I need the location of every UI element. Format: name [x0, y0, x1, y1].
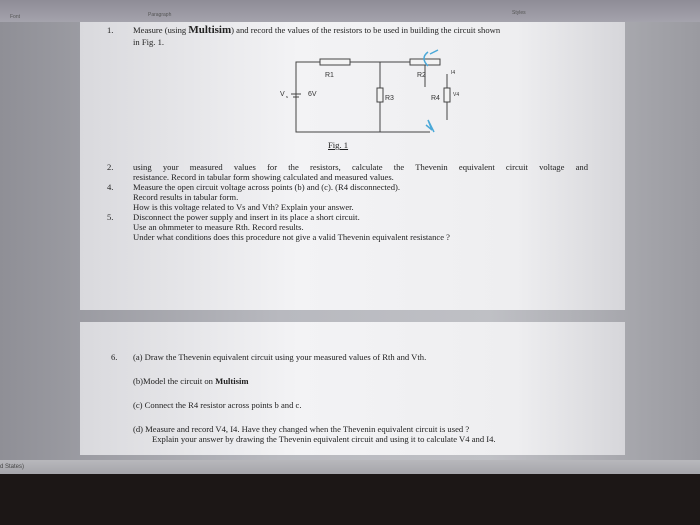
- status-bar: [0, 460, 700, 474]
- q6b-text-a: (b)Model the circuit on: [133, 376, 216, 386]
- q5-text-c: Under what conditions does this procedure not give a valid Thevenin equivalent resistance ?: [133, 232, 450, 242]
- font-group-label: Font: [10, 14, 21, 20]
- ribbon: [0, 0, 700, 22]
- paragraph-group-label: Paragraph: [148, 12, 172, 18]
- q5-number: 5.: [107, 212, 114, 222]
- q1-text-a: Measure (using: [133, 25, 189, 35]
- handwritten-b-mark: [426, 120, 434, 132]
- q6d-text-a: (d) Measure and record V4, I4. Have they changed when the Thevenin equivalent circuit is used ?: [133, 424, 470, 434]
- language-indicator[interactable]: d States): [0, 464, 25, 470]
- r1-label: R1: [325, 72, 334, 79]
- q4-text-a: Measure the open circuit voltage across points (b) and (c). (R4 disconnected).: [133, 182, 401, 192]
- q4-text-c: How is this voltage related to Vs and Vth? Explain your answer.: [133, 202, 354, 212]
- q5-text-a: Disconnect the power supply and insert in its place a short circuit.: [133, 212, 360, 222]
- q1-text-b: ) and record the values of the resistors to be used in building the circuit shown: [231, 25, 501, 35]
- i4-label: I4: [451, 70, 456, 76]
- q6-number: 6.: [111, 352, 118, 362]
- q4-text-b: Record results in tabular form.: [133, 192, 239, 202]
- page-1: [80, 22, 625, 310]
- q1-number: 1.: [107, 25, 114, 35]
- vs-subscript: s: [286, 94, 288, 99]
- q6a-text: (a) Draw the Thevenin equivalent circuit using your measured values of Rth and Vth.: [133, 352, 427, 362]
- multisim-bold: Multisim: [188, 24, 232, 36]
- styles-group-label: Styles: [512, 10, 526, 16]
- v4-label: V4: [453, 92, 460, 98]
- q2-text-b: resistance. Record in tabular form showing calculated and measured values.: [133, 172, 394, 182]
- q6b-text: [133, 376, 249, 386]
- q6d-text-b: Explain your answer by drawing the Thevenin equivalent circuit and using it to calculate V4 and I4.: [152, 434, 496, 444]
- q2-text-a: using your measured values for the resistors, calculate the Thevenin equivalent circuit voltage and: [133, 162, 588, 172]
- figure-caption: Fig. 1: [328, 140, 349, 150]
- q6b-multisim: Multisim: [215, 376, 249, 386]
- q2-number: 2.: [107, 162, 114, 172]
- q6c-text: (c) Connect the R4 resistor across points b and c.: [133, 400, 302, 410]
- r4-label: R4: [431, 95, 440, 102]
- q1-text-c: in Fig. 1.: [133, 37, 165, 47]
- q4-number: 4.: [107, 182, 114, 192]
- vs-label: V: [280, 91, 285, 98]
- q5-text-b: Use an ohmmeter to measure Rth. Record results.: [133, 222, 304, 232]
- r3-label: R3: [385, 95, 394, 102]
- page-2: [80, 322, 625, 455]
- circuit-diagram: [80, 22, 625, 162]
- vs-value: 6V: [308, 91, 317, 98]
- r2-label: R2: [417, 72, 426, 79]
